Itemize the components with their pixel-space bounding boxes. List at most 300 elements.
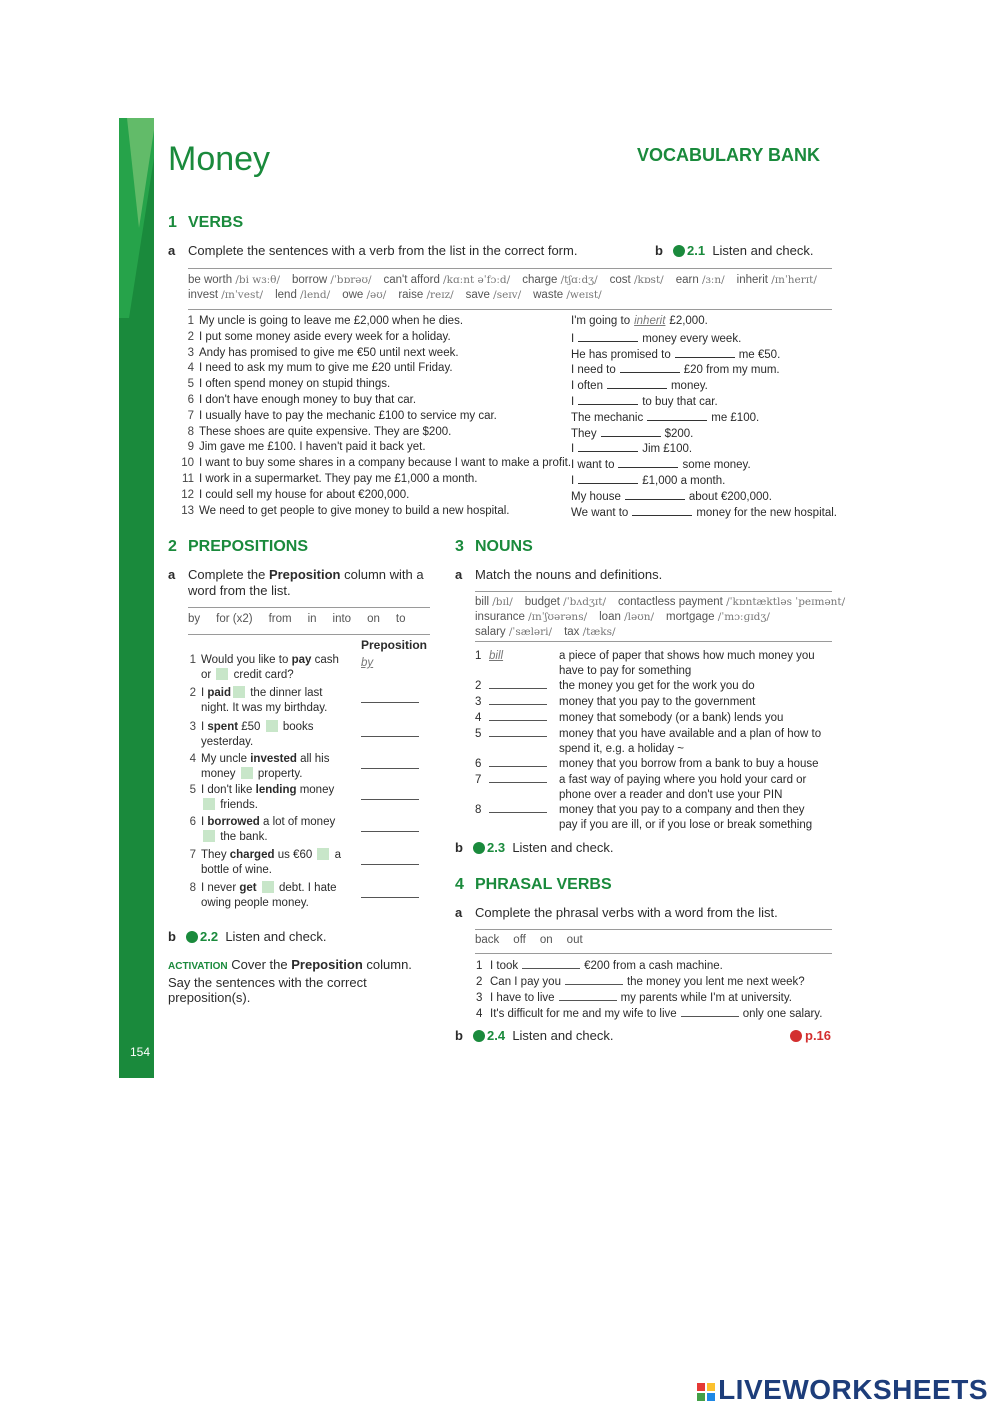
definition-text: money that you pay to the government xyxy=(559,696,756,708)
page-reference[interactable] xyxy=(790,1028,831,1043)
instruction-text: Complete the phrasal verbs with a word from the list. xyxy=(475,905,778,920)
sentence-row xyxy=(178,488,409,504)
preposition-answer[interactable] xyxy=(361,889,419,898)
ipa: /tæks/ xyxy=(582,626,616,638)
answer-blank[interactable] xyxy=(489,679,547,689)
preposition-item xyxy=(186,783,334,812)
sentence-part: all his xyxy=(296,753,330,765)
instruction-text: Listen and check. xyxy=(512,1028,614,1043)
sentence-part: cash xyxy=(311,654,339,666)
ipa: /seɪv/ xyxy=(493,289,522,301)
rewrite-post: about €200,000. xyxy=(688,490,772,503)
gap-square[interactable] xyxy=(317,848,329,860)
word: mortgage xyxy=(666,611,715,623)
logo-icon xyxy=(696,1382,718,1402)
item-number: 2 xyxy=(476,976,483,988)
item-number: 2 xyxy=(475,680,482,692)
label-a: a xyxy=(168,243,176,258)
rewrite-post: £2,000. xyxy=(669,315,708,327)
item-number: 7 xyxy=(475,774,482,786)
label-a: a xyxy=(455,905,463,920)
word-entry xyxy=(292,274,372,286)
word: insurance xyxy=(475,611,525,623)
noun-item xyxy=(475,803,813,831)
gap-square[interactable] xyxy=(233,686,245,698)
noun-item xyxy=(475,695,756,710)
verbs-instruction-b xyxy=(655,243,814,258)
sentence-pre: I took xyxy=(490,960,519,972)
verb-bold: charged xyxy=(229,849,275,861)
page-reference-text: p.16 xyxy=(805,1028,832,1043)
verb-bold: spent xyxy=(207,721,239,733)
sentence-part: I don't like xyxy=(201,784,256,796)
activation-bold: Preposition xyxy=(291,957,363,972)
word-entry xyxy=(384,274,511,286)
activation-label: ACTIVATION xyxy=(168,961,228,972)
item-number: 13 xyxy=(181,504,194,517)
answer-filled[interactable]: bill xyxy=(489,650,504,662)
section-nouns-heading xyxy=(455,538,533,556)
word: by xyxy=(188,613,201,625)
sentence-part: £50 xyxy=(238,721,264,733)
gap-square[interactable] xyxy=(203,830,215,842)
word-list-line xyxy=(475,625,832,640)
rewrite-pre: My house xyxy=(571,490,621,503)
preposition-answer[interactable] xyxy=(361,694,419,703)
noun-item xyxy=(475,757,819,772)
answer-blank[interactable] xyxy=(647,409,707,421)
answer-blank[interactable] xyxy=(675,346,735,358)
nouns-instruction-a xyxy=(455,567,662,582)
instruction-text: Listen and check. xyxy=(512,840,614,855)
answer-blank[interactable] xyxy=(578,330,638,342)
label-a: a xyxy=(168,567,176,582)
rewrite-pre: We want to xyxy=(571,506,629,519)
sentence-post: only one salary. xyxy=(742,1008,823,1020)
nouns-word-box xyxy=(475,591,846,642)
sentence-part: money xyxy=(296,784,335,796)
activation-text: Say the sentences with the correct xyxy=(168,974,367,990)
word-entry xyxy=(475,626,552,638)
word-entry xyxy=(275,289,330,301)
verb-bold: get xyxy=(239,882,257,894)
verb-bold: lending xyxy=(255,784,297,796)
preposition-item xyxy=(186,653,339,682)
sentence-part: the dinner last xyxy=(247,687,323,699)
rewrite-pre: I want to xyxy=(571,459,615,472)
instruction-text: Complete the xyxy=(188,567,266,582)
answer-blank[interactable] xyxy=(681,1006,739,1017)
preposition-answer[interactable] xyxy=(361,728,419,737)
instruction-bold: Preposition xyxy=(268,567,341,582)
sentence-part: or xyxy=(201,668,215,681)
gap-square[interactable] xyxy=(262,881,274,893)
section-verbs-heading xyxy=(168,214,243,232)
word: contactless payment xyxy=(618,596,723,608)
rewrite-post: to buy that car. xyxy=(642,396,718,408)
word: for (x2) xyxy=(216,613,253,625)
item-number: 3 xyxy=(476,992,483,1004)
preposition-item xyxy=(186,848,341,877)
ipa: /kɑːnt əˈfɔːd/ xyxy=(443,274,511,286)
word-list-line xyxy=(475,934,597,946)
word-entry xyxy=(676,274,725,286)
sentence-post: my parents while I'm at university. xyxy=(620,992,792,1004)
definition-text: money that you have available and a plan of how to xyxy=(559,728,822,740)
word-list-line xyxy=(475,595,846,610)
sentence-part: property. xyxy=(254,767,303,780)
instruction-text: column with a word from the list. xyxy=(188,567,424,598)
answer-blank[interactable] xyxy=(632,504,692,516)
definition-text: money that somebody (or a bank) lends you xyxy=(559,712,784,724)
answer-blank[interactable] xyxy=(489,711,547,721)
label-b: b xyxy=(455,1028,463,1043)
sentence-row xyxy=(178,409,497,425)
page-title: Money xyxy=(168,140,271,178)
label-b: b xyxy=(655,243,663,258)
label-a: a xyxy=(455,567,463,582)
section-phrasal-heading xyxy=(455,876,612,894)
item-number: 3 xyxy=(475,696,482,708)
section-number: 2 xyxy=(168,538,177,555)
sentence-text: I put some money aside every week for a holiday. xyxy=(199,330,451,343)
answer-blank[interactable]: inherit xyxy=(634,315,666,327)
section-title: PREPOSITIONS xyxy=(188,538,309,555)
preposition-answer[interactable] xyxy=(361,791,419,800)
answer-blank[interactable] xyxy=(620,361,680,373)
answer-blank[interactable] xyxy=(618,456,678,468)
sentence-pre: Can I pay you xyxy=(490,976,561,988)
sentence-part: us €60 xyxy=(274,849,316,861)
word: cost xyxy=(609,274,631,286)
rewrite-pre: I xyxy=(571,475,575,487)
answer-blank[interactable] xyxy=(489,727,547,737)
gap-square[interactable] xyxy=(241,767,253,779)
answer-blank[interactable] xyxy=(489,695,547,705)
ipa: /weɪst/ xyxy=(566,289,602,301)
item-number: 8 xyxy=(189,882,196,894)
word-entry xyxy=(599,611,654,623)
sentence-row xyxy=(178,346,459,362)
ipa: /tʃɑːdʒ/ xyxy=(560,274,598,286)
word-entry xyxy=(564,626,615,638)
sentence-row xyxy=(178,377,390,393)
sentence-text: I work in a supermarket. They pay me £1,000 a month. xyxy=(199,473,478,485)
track-number: 2.1 xyxy=(687,243,706,258)
phrasal-item xyxy=(476,990,792,1007)
rewrite-pre: I xyxy=(571,332,575,345)
item-number: 12 xyxy=(181,488,194,501)
word: inherit xyxy=(736,274,768,286)
sentence-text: Andy has promised to give me €50 until next week. xyxy=(199,346,459,359)
ipa: /ɜːn/ xyxy=(701,274,725,286)
sentence-text: I don't have enough money to buy that car. xyxy=(199,394,417,406)
answer-blank[interactable] xyxy=(578,393,638,405)
answer-blank[interactable] xyxy=(578,440,638,452)
rewrite-pre: They xyxy=(571,427,597,440)
phrasal-item xyxy=(476,1006,822,1023)
back-arrow-icon xyxy=(790,1030,802,1042)
item-number: 3 xyxy=(189,721,196,733)
ipa: /əʊ/ xyxy=(366,289,387,301)
verb-bold: paid xyxy=(207,687,232,699)
word: on xyxy=(539,934,553,946)
answer-blank[interactable] xyxy=(625,488,685,500)
sentence-part: I never xyxy=(201,882,240,894)
preposition-answer[interactable] xyxy=(361,856,419,865)
sentence-part: a lot of money xyxy=(259,816,336,828)
definition-text: spend it, e.g. a holiday ~ xyxy=(559,742,684,755)
verbs-word-box xyxy=(188,268,832,310)
sentence-text: We need to get people to give money to build a new hospital. xyxy=(199,504,510,517)
sentence-part: credit card? xyxy=(230,668,294,681)
sentence-post: €200 from a cash machine. xyxy=(584,960,723,972)
word: lend xyxy=(275,289,297,301)
label-b: b xyxy=(455,840,463,855)
rewrite-pre: I xyxy=(571,443,575,456)
audio-icon[interactable] xyxy=(473,842,485,854)
section-number: 4 xyxy=(455,876,464,893)
sentence-text: I need to ask my mum to give me £20 until Friday. xyxy=(199,362,453,375)
rewrite-post: money for the new hospital. xyxy=(696,506,837,519)
sentence-part: yesterday. xyxy=(201,735,254,748)
rewrite-pre: The mechanic xyxy=(571,411,644,424)
preposition-answer[interactable] xyxy=(361,760,419,769)
ipa: /ˈbɒrəʊ/ xyxy=(330,274,372,286)
sentence-pre: I have to live xyxy=(490,992,555,1004)
sentence-part: They xyxy=(201,849,230,861)
word: borrow xyxy=(292,274,328,286)
ipa: /ˈsæləri/ xyxy=(508,626,553,638)
preposition-answer[interactable]: by xyxy=(361,657,374,669)
rewrite-pre: I'm going to xyxy=(571,315,631,327)
liveworksheets-logo xyxy=(696,1374,988,1406)
rewrite-row xyxy=(571,504,837,522)
instruction-text: Match the nouns and definitions. xyxy=(475,567,663,582)
sentence-text: I usually have to pay the mechanic £100 to service my car. xyxy=(199,409,497,422)
sentence-part: bottle of wine. xyxy=(201,863,272,876)
word: loan xyxy=(599,611,621,623)
activation-text: Cover the xyxy=(231,957,288,972)
ipa: /bɪl/ xyxy=(492,596,513,608)
item-number: 1 xyxy=(187,315,194,327)
sentence-row xyxy=(178,472,477,488)
sentence-part: a xyxy=(331,849,342,861)
preposition-answer[interactable] xyxy=(361,823,419,832)
item-number: 5 xyxy=(475,728,482,740)
answer-blank[interactable] xyxy=(522,958,580,969)
noun-item xyxy=(475,773,807,801)
sentence-part: debt. I hate xyxy=(275,882,337,894)
item-number: 9 xyxy=(187,441,194,454)
definition-text: a fast way of paying where you hold your card or xyxy=(559,774,807,786)
ipa: /ˈmɔːɡɪdʒ/ xyxy=(717,611,770,623)
definition-text: have to pay for something xyxy=(559,664,692,677)
item-number: 1 xyxy=(475,650,482,662)
rewrite-row xyxy=(571,314,708,330)
gap-square[interactable] xyxy=(203,798,215,810)
audio-icon[interactable] xyxy=(473,1030,485,1042)
sentence-part: books xyxy=(279,721,314,733)
definition-text: money that you borrow from a bank to buy a house xyxy=(559,758,819,770)
noun-item xyxy=(475,679,755,694)
item-number: 10 xyxy=(181,457,194,470)
item-number: 8 xyxy=(187,425,194,438)
ipa: /ləʊn/ xyxy=(624,611,654,623)
ipa: /lend/ xyxy=(300,289,331,301)
label-b: b xyxy=(168,929,176,944)
answer-blank[interactable] xyxy=(565,974,623,985)
answer-blank[interactable] xyxy=(489,757,547,767)
audio-icon[interactable] xyxy=(673,245,685,257)
definition-text: the money you get for the work you do xyxy=(559,680,755,692)
rewrite-post: some money. xyxy=(682,459,751,472)
sentence-row xyxy=(178,425,451,441)
audio-icon[interactable] xyxy=(186,931,198,943)
word: tax xyxy=(564,626,580,638)
word: to xyxy=(395,613,406,625)
answer-blank[interactable] xyxy=(601,425,661,437)
sentence-row xyxy=(178,456,571,472)
answer-blank[interactable] xyxy=(578,472,638,484)
noun-item xyxy=(475,649,815,677)
ipa: /bi wɜːθ/ xyxy=(235,274,280,286)
word-entry xyxy=(618,596,845,608)
section-prepositions-heading xyxy=(168,538,308,556)
sentence-text: I want to buy some shares in a company because I want to make a profit. xyxy=(199,457,572,470)
item-number: 1 xyxy=(189,654,196,666)
rewrite-post: $200. xyxy=(664,427,694,440)
sentence-pre: It's difficult for me and my wife to live xyxy=(490,1008,677,1020)
phrasal-instruction-a xyxy=(455,905,778,920)
answer-blank[interactable] xyxy=(489,773,547,783)
word-list-line xyxy=(188,613,421,625)
activation-box xyxy=(168,957,438,1006)
page-number: 154 xyxy=(130,1045,151,1059)
verb-bold: invested xyxy=(250,753,297,765)
word: save xyxy=(465,289,490,301)
section-number: 3 xyxy=(455,538,464,555)
noun-item xyxy=(475,727,822,755)
phrasal-item xyxy=(476,958,723,975)
sentence-text: My uncle is going to leave me £2,000 when he dies. xyxy=(199,315,464,327)
phrasal-word-box xyxy=(475,929,832,954)
word-entry xyxy=(666,611,770,623)
word-entry xyxy=(398,289,453,301)
track-number: 2.4 xyxy=(487,1028,506,1043)
sentence-text: I could sell my house for about €200,000. xyxy=(199,488,410,501)
sentence-row xyxy=(178,393,416,409)
word-entry xyxy=(737,274,817,286)
item-number: 6 xyxy=(189,816,196,828)
section-label: VOCABULARY BANK xyxy=(637,145,821,165)
rewrite-pre: I often xyxy=(571,380,603,393)
definition-text: a piece of paper that shows how much money you xyxy=(559,650,815,662)
ipa: /ɪnˈʃʊərəns/ xyxy=(528,611,588,623)
gap-square[interactable] xyxy=(266,720,278,732)
word-entry xyxy=(610,274,664,286)
rewrite-pre: He has promised to xyxy=(571,348,671,361)
instruction-text: Listen and check. xyxy=(225,929,327,944)
activation-text: column. xyxy=(366,957,412,972)
word: waste xyxy=(533,289,564,301)
answer-blank[interactable] xyxy=(489,803,547,813)
item-number: 7 xyxy=(189,849,196,861)
sentence-row xyxy=(178,440,426,456)
answer-blank[interactable] xyxy=(607,377,667,389)
nouns-instruction-b xyxy=(455,840,614,855)
word: raise xyxy=(398,289,424,301)
word-entry xyxy=(342,289,386,301)
item-number: 5 xyxy=(189,784,196,796)
sentence-part: friends. xyxy=(217,798,258,811)
word-entry xyxy=(533,289,602,301)
answer-blank[interactable] xyxy=(559,990,617,1001)
verb-bold: borrowed xyxy=(207,816,260,828)
preposition-item xyxy=(186,752,330,781)
word: back xyxy=(475,934,500,946)
preposition-item xyxy=(186,720,314,749)
sentence-text: Jim gave me £100. I haven't paid it back yet. xyxy=(199,441,426,454)
word: invest xyxy=(188,289,219,301)
sidebar-decoration xyxy=(119,118,154,318)
gap-square[interactable] xyxy=(216,668,228,680)
word: into xyxy=(332,613,352,625)
word: owe xyxy=(342,289,364,301)
item-number: 6 xyxy=(475,758,482,770)
section-number: 1 xyxy=(168,214,177,231)
word: salary xyxy=(475,626,506,638)
rewrite-post: me £100. xyxy=(711,411,760,424)
item-number: 5 xyxy=(187,378,194,391)
section-title: VERBS xyxy=(188,214,244,231)
word: can't afford xyxy=(383,274,440,286)
word-list-line xyxy=(475,610,832,625)
word-entry xyxy=(466,289,521,301)
instruction-text: Complete the sentences with a verb from the list in the correct form. xyxy=(188,243,578,258)
word-list-line xyxy=(188,273,832,288)
word-entry xyxy=(188,289,263,301)
word-entry xyxy=(188,274,280,286)
section-title: PHRASAL VERBS xyxy=(475,876,612,893)
word: budget xyxy=(524,596,560,608)
item-number: 11 xyxy=(182,473,194,485)
sentence-part: I xyxy=(201,687,208,699)
preposition-item xyxy=(186,686,327,715)
activation-text: preposition(s). xyxy=(168,990,251,1005)
word: be worth xyxy=(188,274,233,286)
item-number: 7 xyxy=(187,409,194,422)
verbs-instruction-a xyxy=(168,243,577,258)
rewrite-post: £1,000 a month. xyxy=(642,475,726,487)
ipa: /kɒst/ xyxy=(633,274,664,286)
item-number: 6 xyxy=(187,394,194,406)
sentence-row xyxy=(178,314,463,330)
phrasal-instruction-b xyxy=(455,1028,614,1043)
item-number: 4 xyxy=(476,1008,483,1020)
word: off xyxy=(513,934,526,946)
rewrite-post: £20 from my mum. xyxy=(683,364,780,377)
definition-text: phone over a reader and don't use your PIN xyxy=(559,788,783,801)
word-entry xyxy=(522,274,597,286)
verb-bold: pay xyxy=(291,654,312,666)
word: charge xyxy=(522,274,558,286)
ipa: /ˈbʌdʒɪt/ xyxy=(563,596,607,608)
word-entry xyxy=(475,596,513,608)
prepositions-instruction-a xyxy=(168,567,438,598)
sentence-row xyxy=(178,330,451,346)
sentence-part: I xyxy=(201,816,208,828)
